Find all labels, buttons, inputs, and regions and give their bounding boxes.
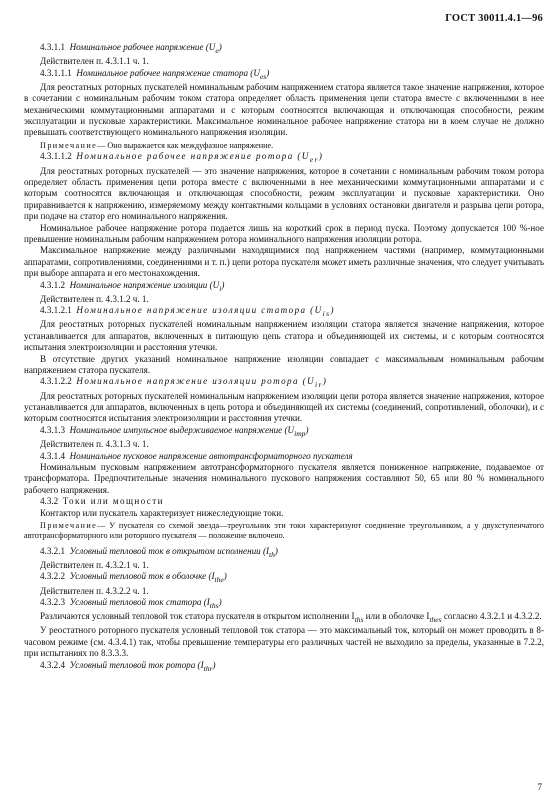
clause-text: Для реостатных роторных пускателей номинальным напряжением изоляции цепи ротора является значение напряжения, которое устанавливается для аппаратов, включенных в цепь ротора и объединяющей их системы (соединений, сопротивлений, оболочки), и с которым соотносятся испытания электроизоляции и расстояния утечки. xyxy=(24,390,544,424)
clause-heading: 4.3.2.4 Условный тепловой ток ротора $(I_{thr})$ xyxy=(40,659,216,673)
clause-text: У реостатного роторного пускателя условный тепловой ток статора — это максимальный ток, который он может проводить в 8-часовом режиме (см. 4.3.4.1) так, чтобы превышение температуры его различных частей не выходило за пределы, указанные в 7.2.2, при испытаниях по 8.3.3.3. xyxy=(24,625,544,659)
standard-header: ГОСТ 30011.4.1—96 xyxy=(445,13,543,24)
clause-heading: 4.3.2.1 Условный тепловой ток в открытом исполнении $(I_{th})$ xyxy=(40,545,278,559)
clause-text: Для реостатных роторных пускателей номинальным рабочим напряжением статора является такое значение напряжения, которое в сочетании с номинальным рабочим током статора определяет область применения цепи статора вместе с включенными в нее механическими коммутационными аппаратами и с которым соотносятся включающая и отключающая способности, режим эксплуатации и пусковые характеристики. Максимальное номинальное рабочее напряжение статора ни в коем случае не должно превышать соответствующего номинального напряжения изоляции. xyxy=(24,81,544,138)
clause-text: Действителен п. 4.3.2.1 ч. 1. xyxy=(40,559,149,570)
clause-heading: 4.3.1.3 Номинальное импульсное выдерживаемое напряжение $(U_{imp})$ xyxy=(40,424,309,438)
clause-text: Максимальное напряжение между различными находящимися под напряжением частями (например, коммутационными аппаратами, сопротивлениями, соединениями и т. п.) цепи ротора пускателя может иметь различные значения, что следует учитывать при выборе аппарата и его местонахождения. xyxy=(24,245,544,279)
clause-heading: 4.3.2 Токи или мощности xyxy=(40,496,164,507)
clause-heading: 4.3.1.2 Номинальное напряжение изоляции $(U_i)$ xyxy=(40,279,225,293)
clause-text: Номинальное рабочее напряжение ротора подается лишь на короткий срок в период пуска. Поэтому допускается 100 %-ное превышение номинальным рабочим напряжением ротора номинального напряжения изоляции ротора. xyxy=(24,222,544,244)
clause-heading: 4.3.2.2 Условный тепловой ток в оболочке $(I_{the})$ xyxy=(40,571,227,585)
note: Примечание— У пускателя со схемой звезда—треугольник эти токи характеризуют соединение треугольником, а у двухступенчатого автотрансформаторного или роторного пускателя — положение включено. xyxy=(24,520,544,541)
clause-heading: 4.3.1.1 Номинальное рабочее напряжение $(U_e)$ xyxy=(40,42,222,55)
clause-text: Для реостатных роторных пускателей — это значение напряжения, которое в сочетании с номинальным рабочим током ротора определяет область применения цепи ротора вместе с включенными в нее механическими коммутационными аппаратами и с которым соотносятся включающая и отключающая способности, режим эксплуатации и пусковые характеристики. Оно приравнивается к напряжению, измеряемому между контактными кольцами в условиях остановки двигателя и разрыва цепи ротора, при подаче на статор его номинального напряжения. xyxy=(24,165,544,222)
document-body xyxy=(24,40,544,674)
note: Примечание— Оно выражается как междуфазное напряжение. xyxy=(40,140,274,150)
clause-text: Действителен п. 4.3.1.1 ч. 1. xyxy=(40,56,149,67)
clause-heading: 4.3.1.2.1 Номинальное напряжение изоляции статора $(U_{is})$ xyxy=(40,305,335,318)
clause-heading: 4.3.1.1.1 Номинальное рабочее напряжение статора $(U_{es})$ xyxy=(40,67,270,81)
clause-text: Для реостатных роторных пускателей номинальным напряжением изоляции статора является значение напряжения, которое устанавливается для аппаратов, включенных в питающую цепь статора и объединяющей их системы, и с которым соотносятся испытания электроизоляции и расстояния утечки. xyxy=(24,319,544,353)
clause-text: Номинальным пусковым напряжением автотрансформаторного пускателя является пониженное напряжение, подаваемое от трансформатора. Предпочтительные значения номинального пускового напряжения составляют 50, 65 или 80 % номинального рабочего напряжения. xyxy=(24,461,544,495)
clause-text: Действителен п. 4.3.2.2 ч. 1. xyxy=(40,585,149,596)
clause-text: Действителен п. 4.3.1.2 ч. 1. xyxy=(40,293,149,304)
page-number: 7 xyxy=(537,781,542,792)
clause-text: Действителен п. 4.3.1.3 ч. 1. xyxy=(40,439,149,450)
clause-heading: 4.3.1.1.2 Номинальное рабочее напряжение ротора $(U_{er})$ xyxy=(40,151,324,165)
clause-heading: 4.3.1.4 Номинальное пусковое напряжение автотрансформаторного пускателя xyxy=(40,450,353,461)
clause-text: Различаются условный тепловой ток статора пускателя в открытом исполнении $I_{ths}$ или в оболочке $I_{thes}$ согласно 4.3.2.1 и 4.3.2.2. xyxy=(40,611,542,625)
clause-text: В отсутствие других указаний номинальное напряжение изоляции совпадает с максимальным номинальным рабочим напряжением статора пускателя. xyxy=(24,353,544,376)
clause-heading: 4.3.2.3 Условный тепловой ток статора $(I_{ths})$ xyxy=(40,597,222,610)
clause-text: Контактор или пускатель характеризует нижеследующие токи. xyxy=(40,507,284,518)
clause-heading: 4.3.1.2.2 Номинальное напряжение изоляции ротора $(U_{ir})$ xyxy=(40,376,328,390)
